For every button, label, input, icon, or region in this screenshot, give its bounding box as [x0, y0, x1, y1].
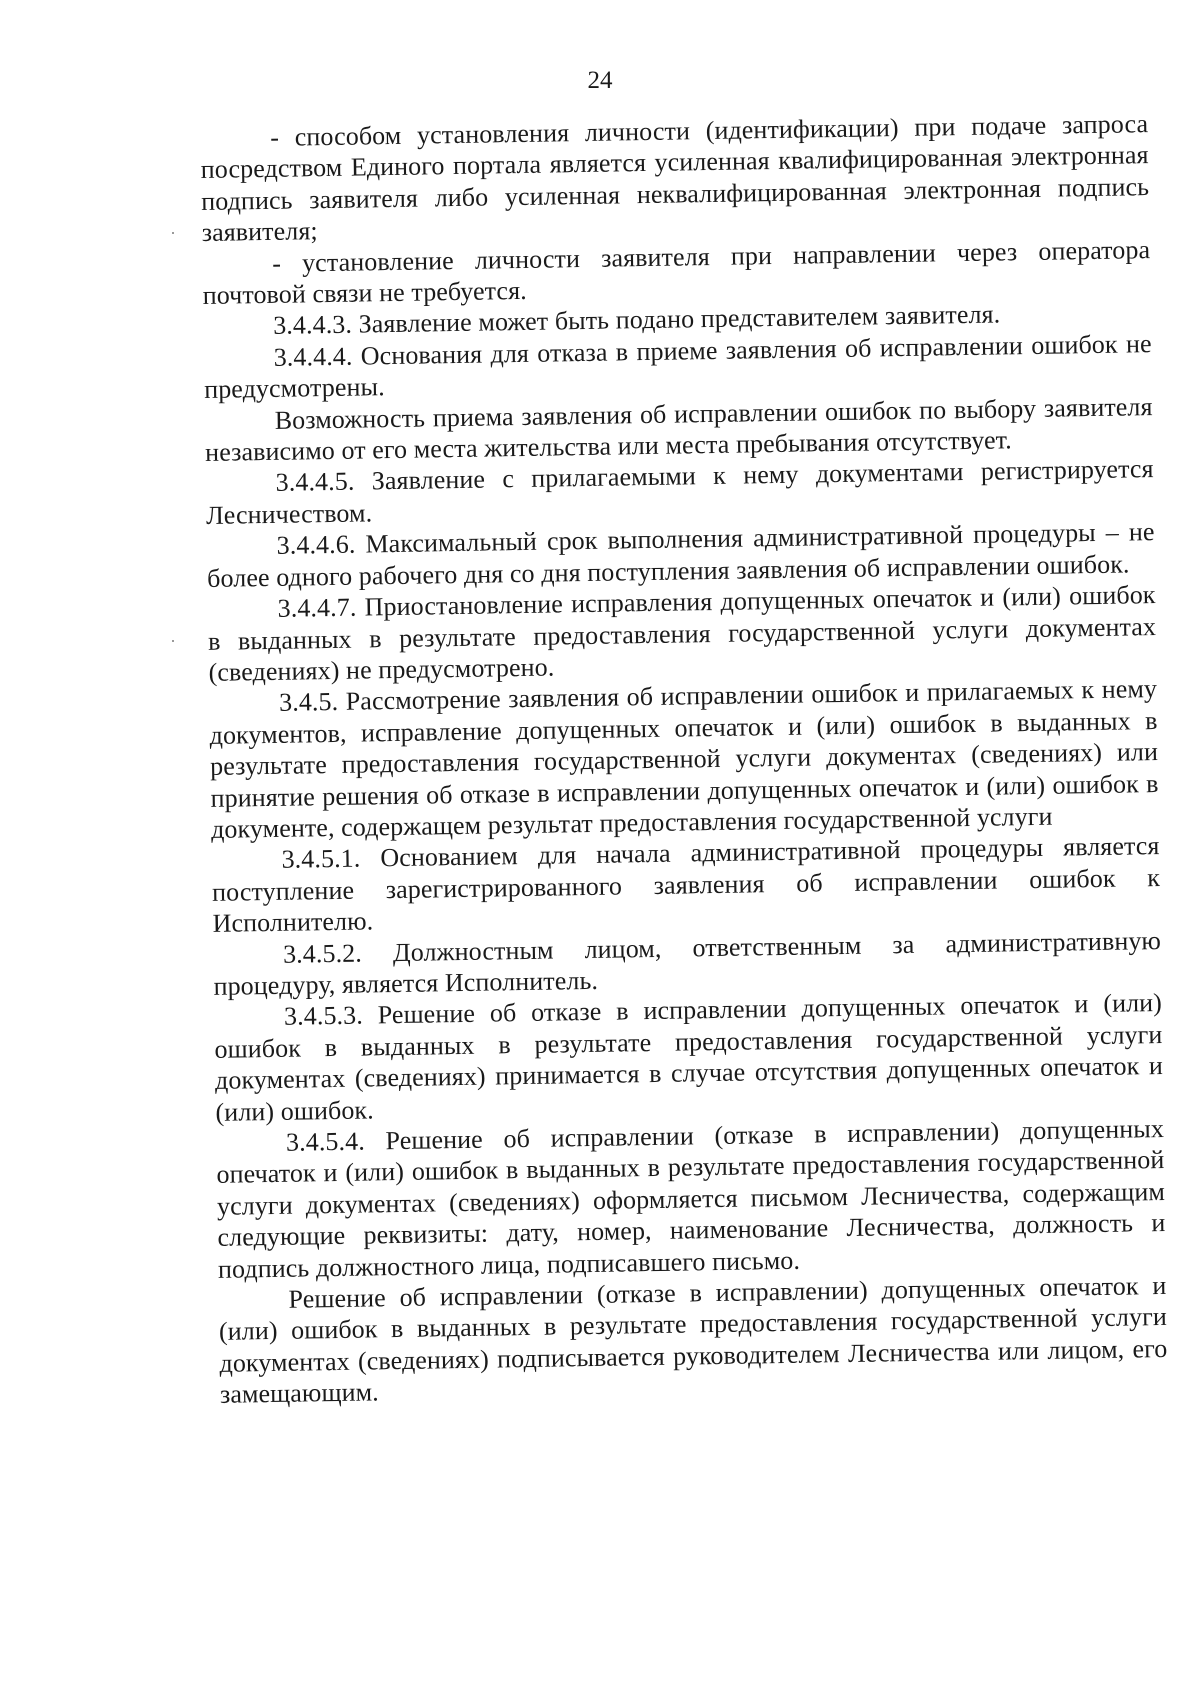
paragraph-3-4-4-7: 3.4.4.7. Приостановление исправления допущенных опечаток и (или) ошибок в выданных в результате предоставления государственной услуги документах (сведениях) не предусмотрено. [207, 580, 1157, 687]
paragraph-3-4-4-3: 3.4.4.3. Заявление может быть подано представителем заявителя. [272, 299, 1001, 341]
paragraph-3-4-5-3: 3.4.5.3. Решение об отказе в исправлении допущенных опечаток и (или) ошибок в выданных в результате предоставления государственной услуги документах (сведениях) принимается в случае отсутствия допущенных опечаток и (или) ошибок. [214, 988, 1164, 1127]
paragraph-extraterritorial: Возможность приема заявления об исправлении ошибок по выбору заявителя независимо от его места жительства или места пребывания отсутствует. [204, 391, 1153, 468]
paragraph-identification-method: - способом установления личности (идентификации) при подаче запроса посредством Единого портала является усиленная квалифицированная электронная подпись заявителя либо усиленная неквалифицированная электронная подпись заявителя; [200, 109, 1150, 248]
document-body [200, 108, 1168, 1410]
paragraph-3-4-4-5: 3.4.4.5. Заявление с прилагаемыми к нему документами регистрируется Лесничеством. [205, 454, 1154, 530]
paragraph-decision-signing: Решение об исправлении (отказе в исправлении) допущенных опечаток и (или) ошибок в выданных в результате предоставления государственной услуги документах (сведениях) подписывается руководителем Лесничества или лицом, его замещающим. [218, 1270, 1168, 1410]
page-number: 24 [587, 67, 613, 94]
paragraph-3-4-5-4: 3.4.5.4. Решение об исправлении (отказе в исправлении) допущенных опечаток и (или) ошибок в выданных в результате предоставления государственной услуги документах (сведениях) оформляется письмом Лесничества, содержащим следующие реквизиты: дату, номер, наименование Лесничества, должность и подпись должностного лица, подписавшего письмо. [216, 1113, 1166, 1284]
paragraph-3-4-4-4: 3.4.4.4. Основания для отказа в приеме заявления об исправлении ошибок не предусмотрены. [203, 328, 1152, 405]
scan-speck [172, 232, 174, 234]
paragraph-3-4-4-6: 3.4.4.6. Максимальный срок выполнения административной процедуры – не более одного рабочего дня со дня поступления заявления об исправлении ошибок. [206, 517, 1155, 593]
paragraph-postal-identification: - установление личности заявителя при направлении через оператора почтовой связи не требуется. [202, 234, 1151, 311]
paragraph-3-4-5-2: 3.4.5.2. Должностным лицом, ответственным за административную процедуру, является Исполнитель. [213, 925, 1162, 1001]
scan-speck [172, 640, 174, 642]
paragraph-3-4-5: 3.4.5. Рассмотрение заявления об исправлении ошибок и прилагаемых к нему документов, исправление допущенных опечаток и (или) ошибок в выданных в результате предоставления государственной услуги документах (сведениях) или принятие решения об отказе в исправлении допущенных опечаток и (или) ошибок в документе, содержащем результат предоставления государственной услуги [209, 674, 1159, 844]
paragraph-3-4-5-1: 3.4.5.1. Основанием для начала административной процедуры является поступление зарегистрированного заявления об исправлении ошибок к Исполнителю. [211, 831, 1161, 939]
